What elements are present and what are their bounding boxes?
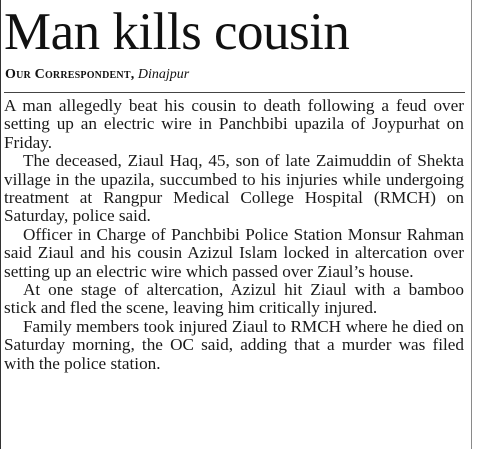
article-paragraph-1: A man allegedly beat his cousin to death following a feud over setting up an electric wire in Panchbibi upazila of Joypurhat on Friday. (4, 96, 464, 152)
article-paragraph-3: Officer in Charge of Panchbibi Police Station Monsur Rahman said Ziaul and his cousin Azizul Islam locked in altercation over setting up an electric wire which passed over Ziaul’s house. (4, 224, 464, 281)
column-rule-right (471, 0, 472, 449)
article-body (4, 97, 464, 373)
article-paragraph-4: At one stage of altercation, Azizul hit Ziaul with a bamboo stick and fled the scene, leaving him critically injured. (4, 280, 464, 318)
column-rule-left (0, 0, 1, 449)
byline-place: Dinajpur (137, 67, 190, 82)
article-paragraph-2: The deceased, Ziaul Haq, 45, son of late Zaimuddin of Shekta village in the upazila, succumbed to his injuries while undergoing treatment at Rangpur Medical College Hospital (RMCH) on Saturday, police said. (4, 151, 464, 226)
byline (5, 66, 189, 84)
byline-divider (4, 92, 465, 93)
article-paragraph-5: Family members took injured Ziaul to RMCH where he died on Saturday morning, the OC said, adding that a murder was filed with the police station. (4, 316, 464, 373)
headline: Man kills cousin (4, 3, 350, 61)
byline-correspondent: Our Correspondent, (5, 67, 135, 82)
